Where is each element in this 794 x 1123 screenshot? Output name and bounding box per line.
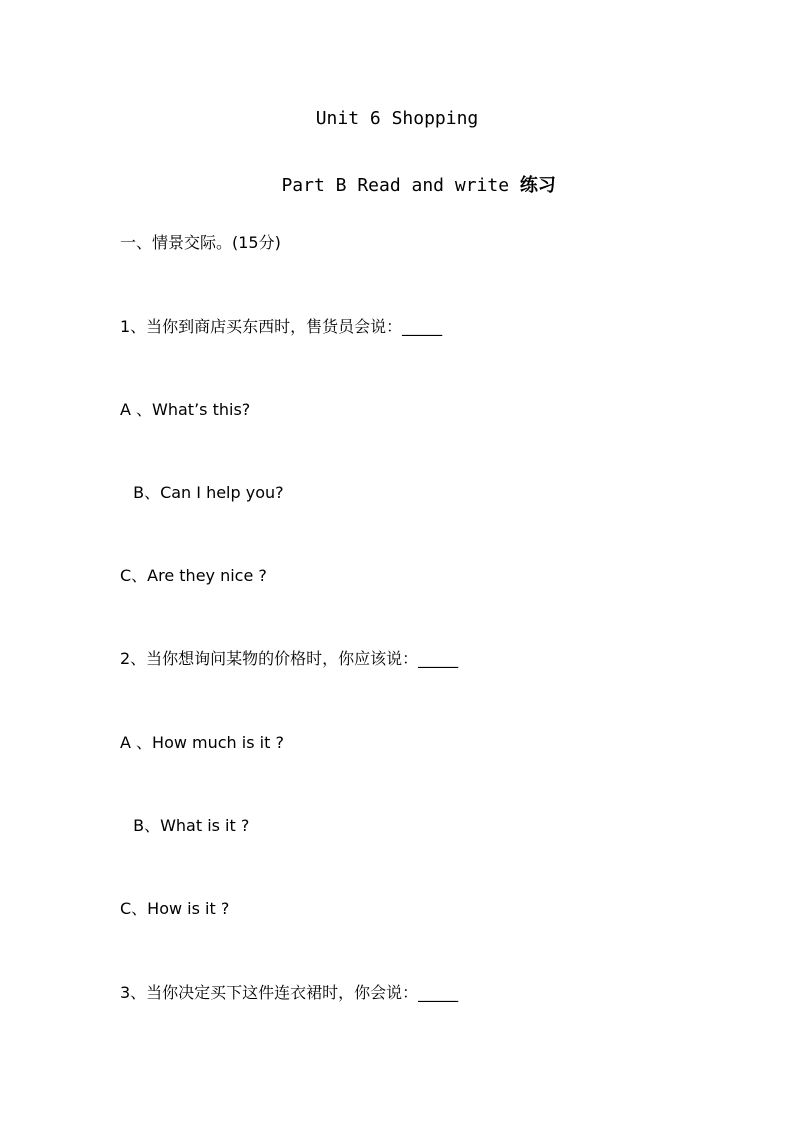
question-1-option-a: A 、What’s this? [120,400,251,419]
question-1-option-b: B、Can I help you? [128,483,284,502]
question-1-option-c: C、Are they nice ? [120,566,267,585]
subtitle-chinese: 练习 [519,175,556,196]
section-heading: 一、情景交际。(15分) [120,233,281,252]
question-3-prompt: 3、当你决定买下这件连衣裙时，你会说：_____ [120,983,459,1002]
question-2-option-c: C、How is it ? [120,899,230,918]
question-1-prompt: 1、当你到商店买东西时，售货员会说：_____ [120,317,443,336]
question-2-option-b: B、What is it ? [128,816,250,835]
question-2-prompt: 2、当你想询问某物的价格时，你应该说：_____ [120,649,459,668]
page-subtitle [0,147,794,225]
subtitle-english: Part B Read and write [281,175,520,196]
page-title: Unit 6 Shopping [315,108,479,129]
question-2-option-a: A 、How much is it ? [120,733,284,752]
